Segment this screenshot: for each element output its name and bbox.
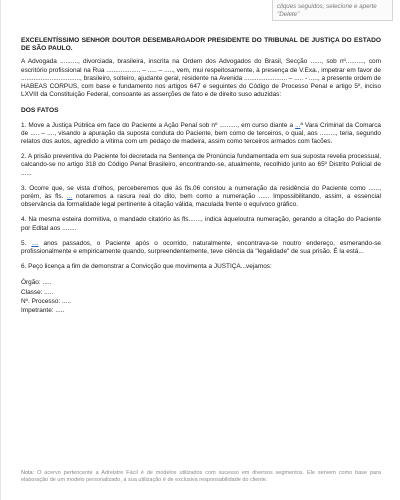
- fact-3-start: 3. Ocorre que, se vista d'olhos, perceberemos que às fls.06 constou a numeração da residência do Paciente como ......, porém, às fls.: [21, 184, 381, 201]
- fact-3: [21, 185, 381, 210]
- fact-1-start: 1. Move a Justiça Pública em face do Paciente a Ação Penal sob nº .........., em curso diante a: [21, 121, 296, 129]
- note-text: O acervo pertencente a Adreistre Fácil é de modelos utilizados com sucesso em diversos segmentos. Ele servem como base para elaboração de um modelo personalizado, a sua utilização é de exclusiva responsabilidade do cliente.: [21, 470, 381, 483]
- fill-in-blank[interactable]: ...: [66, 193, 73, 201]
- fill-in-blank[interactable]: ...: [295, 121, 301, 129]
- fill-in-blank[interactable]: ....: [31, 239, 39, 247]
- document-heading: EXCELENTÍSSIMO SENHOR DOUTOR DESEMBARGADOR PRESIDENTE DO TRIBUNAL DE JUSTIÇA DO ESTADO DE SÃO PAULO.: [21, 37, 381, 53]
- fact-6: 6. Peço licença a fim de demonstrar a Convicção que movimenta a JUSTIÇA...vejamos:: [21, 263, 272, 271]
- fact-1-end: ª Vara Criminal da Comarca de ..... – ...., visando a apuração da suposta conduta do Paciente, bem como de terceiros, o qual, aos ........., teria, segundo relatos dos autos, agredido a vítima com um pedaço de madeira, assim como terceiros armados com facões.: [21, 121, 381, 146]
- fact-3-end: notaremos a rasura real do dito, bem como a numeração ...... Impossibilitando, assim, a essencial observância da formalidade legal pertinente à citação válida, maculada frente o equívoco gráfico.: [21, 193, 381, 209]
- document-body: [21, 37, 381, 315]
- intro-paragraph: A Advogada .........., divorciada, brasileira, inscrita na Ordem dos Advogados do Brasil, Secção ......, sob nº.........., com escritório profissional na Rua ................... – ..... – ....., vem, mui respeitosamente, à presença de V.Exa., impetrar em favor de ................................., brasileiro, solteiro, ajudante geral, residente na Avenida ........................ – ..... - ....., a presente ordem de HABEAS CORPUS, com base e fundamento nos artigos 647 e seguintes do Código de Processo Penal e artigo 5º, inciso LXVIII da Constituição Federal, consoante as asserções de fato e de direito suso aduzidas:: [21, 58, 381, 99]
- fact-5: [21, 240, 381, 256]
- field-classe: Classe: .....: [21, 288, 54, 296]
- fact-5-start: 5.: [21, 239, 32, 247]
- fact-2: 2. A prisão preventiva do Paciente foi decretada na Sentença de Pronúncia fundamentada em sua suposta revelia processual, calcando-se no artigo 318 do Código Penal Brasileiro, encontrando-se, atualmente, recolhido junto ao 65º Distrito Policial de ......: [21, 153, 381, 177]
- case-fields: [21, 278, 381, 315]
- fact-1: [21, 122, 381, 147]
- footer-note: [21, 470, 381, 483]
- note-label: Nota:: [21, 470, 35, 476]
- fact-4: 4. Na mesma esteira dormitiva, o mandado citatório às fls......., indica àqueloutra numeração, gerando a citação do Paciente por Edital aos ........: [21, 216, 381, 232]
- field-orgao: Órgão: .....: [21, 279, 52, 287]
- fact-5-end: anos passados, o Paciente após o ocorrido, naturalmente, encontrava-se noutro endereço, esmerando-se profissionalmente e empiricamente quando, surpreendentemente, teve ciência da "legalidade" de sua prisão. É la está...: [21, 239, 381, 256]
- field-impetrante: Impetrante: .....: [21, 307, 65, 315]
- section-title: DOS FATOS: [21, 107, 59, 115]
- hint-tooltip: cliques seguidos, selecione e aperte "Delete": [272, 0, 393, 21]
- field-processo: Nº. Processo: .....: [21, 297, 71, 305]
